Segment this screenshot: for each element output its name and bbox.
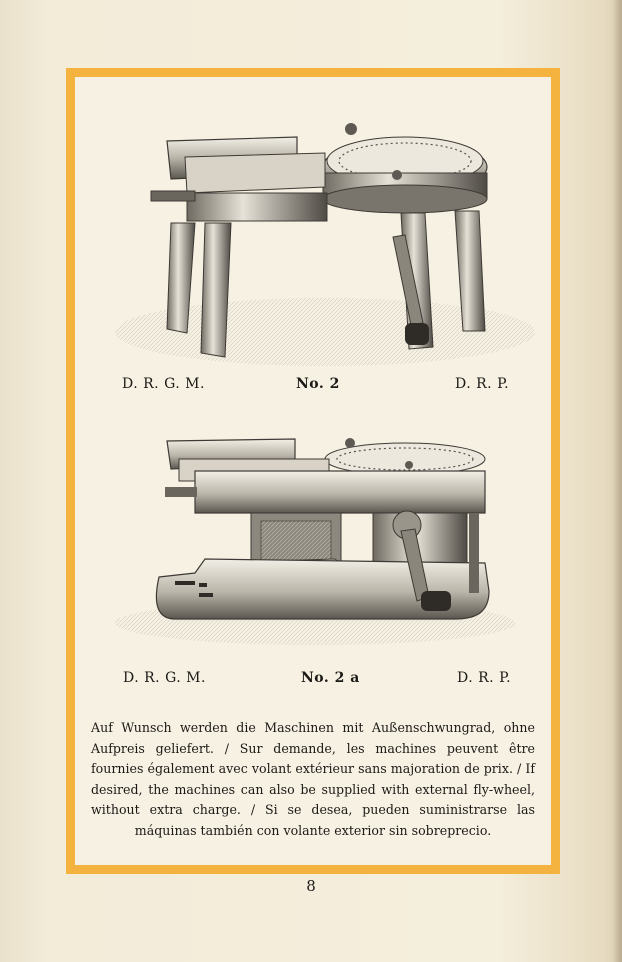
meat-slicer-table-legs-illustration [75, 117, 551, 377]
figure-no-2a [75, 423, 551, 653]
orange-frame [66, 68, 560, 874]
caption-row-no-2 [75, 376, 551, 398]
right-mark: D. R. P. [455, 376, 510, 392]
figure-no-2 [75, 117, 551, 377]
meat-slicer-pedestal-illustration [75, 423, 551, 653]
model-number: No. 2 a [301, 670, 360, 686]
right-mark: D. R. P. [457, 670, 512, 686]
page-number: 8 [306, 877, 316, 895]
left-mark: D. R. G. M. [122, 376, 205, 392]
model-number: No. 2 [296, 376, 340, 392]
left-mark: D. R. G. M. [123, 670, 206, 686]
page-edge-shadow [612, 0, 622, 962]
multilingual-description: Auf Wunsch werden die Maschinen mit Außenschwungrad, ohne Aufpreis geliefert. / Sur demande, les machines peuvent être fournies également avec volant extérieur sans majoration de prix. / If desired, the machines can also be supplied with external fly-wheel, without extra charge. / Si se desea, pueden suministrarse las máquinas también con volante exterior sin sobreprecio. [91, 720, 535, 838]
caption-row-no-2a [75, 670, 551, 692]
